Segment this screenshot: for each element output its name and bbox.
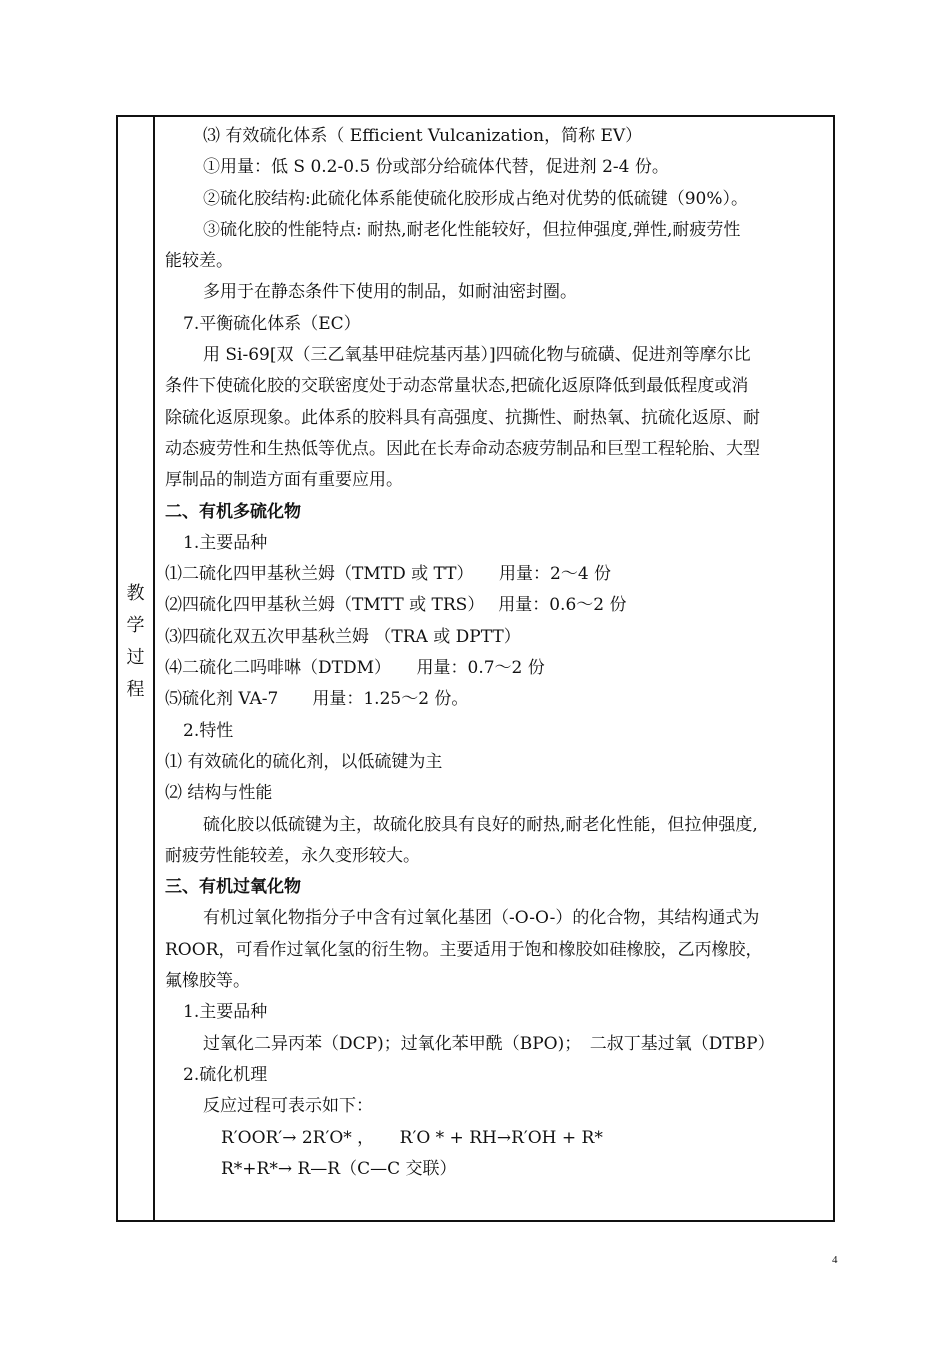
text-line: ⑵ 结构与性能	[165, 783, 273, 804]
side-label-teaching-process	[118, 578, 153, 706]
content-table	[116, 115, 835, 1222]
text-line: ①用量：低 S 0.2-0.5 份或部分给硫体代替，促进剂 2-4 份。	[203, 157, 669, 178]
text-line: ROOR，可看作过氧化氢的衍生物。主要适用于饱和橡胶如硅橡胶，乙丙橡胶，	[165, 939, 763, 960]
side-label-char: 程	[126, 679, 145, 700]
section-heading: 二、有机多硫化物	[165, 501, 301, 522]
text-line: 2.硫化机理	[183, 1064, 268, 1085]
text-line: ⑵四硫化四甲基秋兰姆（TMTT 或 TRS） 用量：0.6～2 份	[165, 595, 627, 616]
text-line: ⑶ 有效硫化体系（ Efficient Vulcanization，简称 EV）	[203, 126, 643, 146]
text-line: 条件下使硫化胶的交联密度处于动态常量状态,把硫化返原降低到最低程度或消	[165, 376, 749, 397]
content-body	[165, 121, 829, 1185]
text-line: 厚制品的制造方面有重要应用。	[165, 470, 403, 491]
text-line: 氟橡胶等。	[165, 971, 250, 992]
text-line: 2.特性	[183, 720, 234, 741]
text-line: 反应过程可表示如下：	[203, 1096, 373, 1117]
side-label-char: 过	[126, 647, 145, 668]
side-label-char: 教	[126, 583, 145, 604]
text-line: R*+R*→ R—R（C—C 交联）	[221, 1158, 457, 1179]
text-line: 1.主要品种	[183, 1002, 268, 1023]
text-line: ⑴ 有效硫化的硫化剂，以低硫键为主	[165, 751, 443, 772]
text-line: 多用于在静态条件下使用的制品，如耐油密封圈。	[203, 282, 577, 303]
text-line: ⑶四硫化双五次甲基秋兰姆 （TRA 或 DPTT）	[165, 626, 521, 647]
text-line: 硫化胶以低硫键为主，故硫化胶具有良好的耐热,耐老化性能，但拉伸强度,	[203, 814, 758, 835]
text-line: 1.主要品种	[183, 532, 268, 553]
text-line: 动态疲劳性和生热低等优点。因此在长寿命动态疲劳制品和巨型工程轮胎、大型	[165, 438, 760, 459]
text-line: 有机过氧化物指分子中含有过氧化基团（-O-O-）的化合物，其结构通式为	[203, 908, 760, 929]
text-line: ⑷二硫化二吗啡啉（DTDM） 用量：0.7～2 份	[165, 658, 545, 679]
page-number: 4	[832, 1254, 838, 1266]
text-line: ②硫化胶结构:此硫化体系能使硫化胶形成占绝对优势的低硫键（90%）。	[203, 188, 749, 209]
text-line: 能较差。	[165, 251, 233, 272]
text-line: 过氧化二异丙苯（DCP)；过氧化苯甲酰（BPO)； 二叔丁基过氧（DTBP）	[203, 1033, 775, 1054]
side-column	[118, 117, 155, 1220]
text-line: 耐疲劳性能较差，永久变形较大。	[165, 845, 420, 866]
text-line: ⑴二硫化四甲基秋兰姆（TMTD 或 TT） 用量：2～4 份	[165, 564, 612, 585]
side-label-char: 学	[126, 615, 145, 636]
text-line: 除硫化返原现象。此体系的胶料具有高强度、抗撕性、耐热氧、抗硫化返原、耐	[165, 407, 760, 428]
text-line: 用 Si-69[双（三乙氧基甲硅烷基丙基）]四硫化物与硫磺、促进剂等摩尔比	[203, 345, 751, 366]
text-line: R′OOR′→ 2R′O* ， R′O * + RH→R′OH + R*	[221, 1127, 603, 1148]
section-heading: 三、有机过氧化物	[165, 877, 301, 898]
text-line: 7.平衡硫化体系（EC）	[183, 313, 361, 334]
text-line: ⑸硫化剂 VA-7 用量：1.25～2 份。	[165, 689, 469, 710]
text-line: ③硫化胶的性能特点: 耐热,耐老化性能较好，但拉伸强度,弹性,耐疲劳性	[203, 219, 741, 240]
